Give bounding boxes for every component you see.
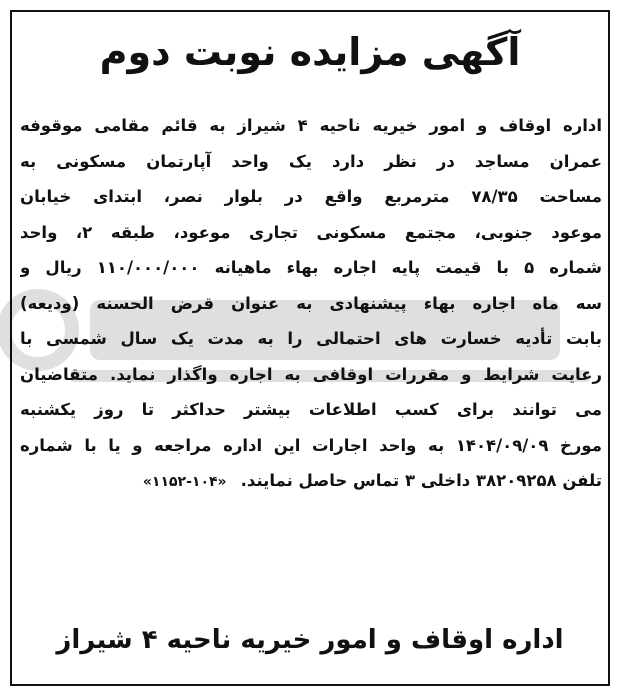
notice-body-line: مورخ ۱۴۰۴/۰۹/۰۹ به واحد اجارات این اداره مراجعه و یا با شماره: [20, 435, 602, 455]
notice-code: «۱۱۵۲-۱۰۴»: [142, 474, 227, 490]
notice-body-last-line: [20, 463, 602, 501]
notice-body-line: موعود جنوبی، مجتمع مسکونی تجاری موعود، طبقه ۲، واحد: [20, 222, 602, 242]
notice-body-line: شماره ۵ با قیمت پایه اجاره بهاء ماهیانه ۱۱۰/۰۰۰/۰۰۰ ریال و: [20, 258, 602, 277]
notice-body-line: عمران مساجد در نظر دارد یک واحد آپارتمان مسکونی به: [20, 151, 602, 171]
notice-footer: اداره اوقاف و امور خیریه ناحیه ۴ شیراز: [56, 625, 564, 655]
notice-body: [20, 108, 602, 501]
notice-body-line: تلفن ۳۸۲۰۹۲۵۸ داخلی ۳ تماس حاصل نمایند.: [240, 471, 602, 490]
notice-body-line: مساحت ۷۸/۳۵ مترمربع واقع در بلوار نصر، ابتدای خیابان: [20, 187, 602, 206]
notice-body-line: می توانند برای کسب اطلاعات بیشتر حداکثر تا روز یکشنبه: [20, 400, 602, 419]
notice-body-line: رعایت شرایط و مقررات اوقافی به اجاره واگذار نماید. متقاضیان: [20, 364, 602, 384]
notice-body-line: سه ماه اجاره بهاء پیشنهادی به عنوان قرض الحسنه (ودیعه): [20, 293, 602, 313]
notice-title: آگهی مزایده نوبت دوم: [99, 30, 521, 74]
notice-body-line: اداره اوقاف و امور خیریه ناحیه ۴ شیراز به قائم مقامی موقوفه: [20, 116, 602, 135]
notice-body-line: بابت تأدیه خسارت های احتمالی را به مدت یک سال شمسی با: [20, 329, 602, 348]
